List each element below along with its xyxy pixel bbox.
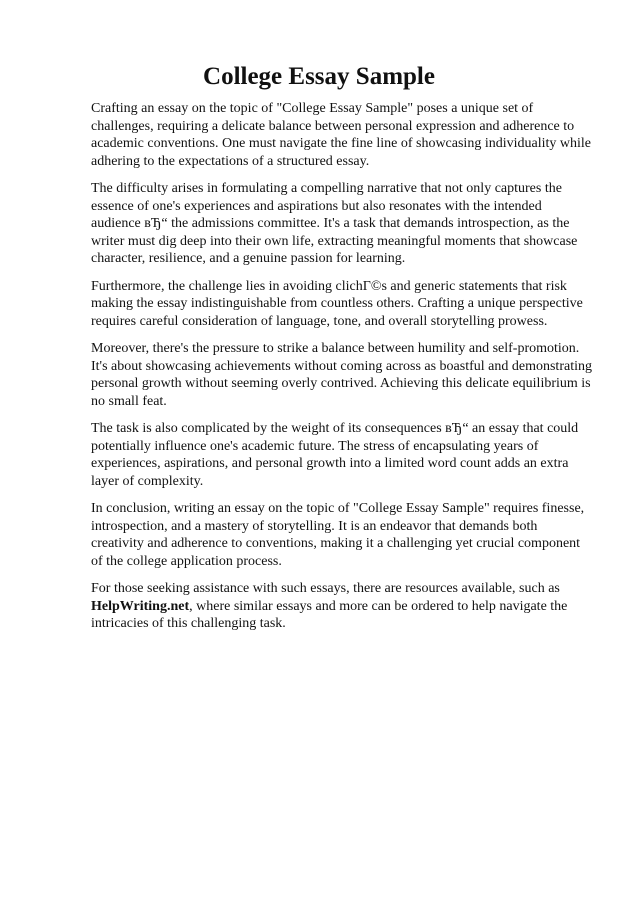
paragraph-2: The difficulty arises in formulating a compelling narrative that not only captures the essence of one's experiences and aspirations but also resonates with the intended audience вЂ“ the admissions committee. It's a task that demands introspection, as the writer must dig deep into their own life, extracting meaningful moments that showcase character, resilience, and a genuine passion for learning. bbox=[91, 181, 578, 266]
paragraph-4: Moreover, there's the pressure to strike a balance between humility and self-promotion. It's about showcasing achievements without coming across as boastful and demonstrating personal growth without seeming overly contrived. Achieving this delicate equilibrium is no small feat. bbox=[91, 341, 592, 409]
paragraph-6: In conclusion, writing an essay on the topic of "College Essay Sample" requires finesse, introspection, and a mastery of storytelling. It is an endeavor that demands both creativity and adherence to conventions, making it a challenging yet crucial component of the college application process. bbox=[91, 501, 585, 569]
helpwriting-link[interactable]: HelpWriting.net bbox=[91, 598, 190, 614]
document-title: College Essay Sample bbox=[203, 63, 435, 90]
paragraph-3: Furthermore, the challenge lies in avoiding clichГ©s and generic statements that risk making the essay indistinguishable from countless others. Crafting a unique perspective requires careful consideration of language, tone, and overall storytelling prowess. bbox=[91, 278, 583, 329]
paragraph-5: The task is also complicated by the weight of its consequences вЂ“ an essay that could potentially influence one's academic future. The stress of encapsulating years of experiences, aspirations, and personal growth into a limited word count adds an extra layer of complexity. bbox=[91, 421, 579, 489]
closing-text-after: , where similar essays and more can be ordered to help navigate the intricacies of this challenging task. bbox=[91, 598, 568, 631]
paragraph-1: Crafting an essay on the topic of "College Essay Sample" poses a unique set of challenges, requiring a delicate balance between personal expression and adherence to academic conventions. One must navigate the fine line of showcasing individuality while adhering to the expectations of a structured essay. bbox=[91, 101, 591, 169]
closing-text-before: For those seeking assistance with such essays, there are resources available, such as bbox=[91, 581, 560, 596]
closing-paragraph bbox=[91, 580, 592, 633]
